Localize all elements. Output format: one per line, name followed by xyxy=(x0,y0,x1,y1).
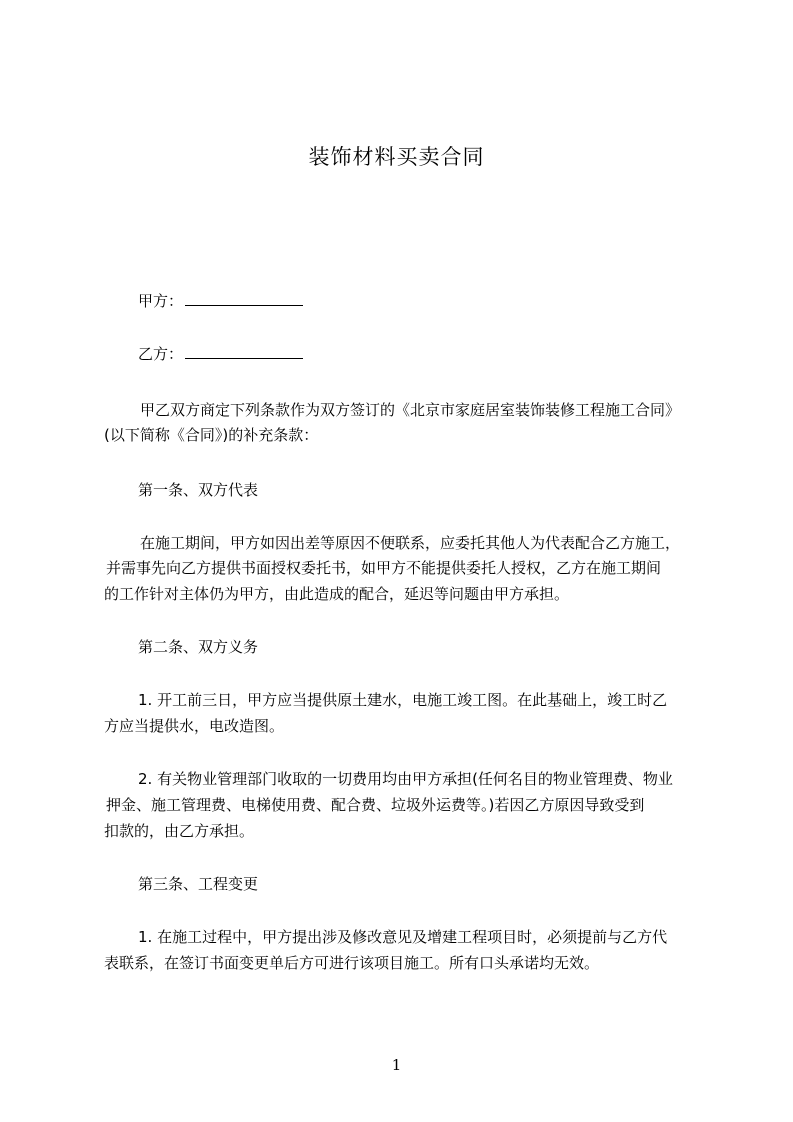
intro-line-1: 甲乙双方商定下列条款作为双方签订的《北京市家庭居室装饰装修工程施工合同》 xyxy=(140,401,681,419)
article1-line-3: 的工作针对主体仍为甲方，由此造成的配合，延迟等问题由甲方承担。 xyxy=(104,585,570,603)
article2-item2-line-1: 2. 有关物业管理部门收取的一切费用均由甲方承担(任何名目的物业管理费、物业 xyxy=(138,770,673,788)
article2-item1-line-2: 方应当提供水，电改造图。 xyxy=(104,717,285,735)
article2-heading: 第二条、双方义务 xyxy=(138,638,259,656)
article1-heading: 第一条、双方代表 xyxy=(138,481,259,499)
party-b-line xyxy=(138,343,303,365)
article3-item1-line-1: 1. 在施工过程中，甲方提出涉及修改意见及增建工程项目时，必须提前与乙方代 xyxy=(138,928,668,946)
intro-line-2: (以下简称《合同》)的补充条款： xyxy=(104,426,319,444)
party-a-blank xyxy=(185,291,303,306)
article2-item2-line-2: 押金、施工管理费、电梯使用费、配合费、垃圾外运费等。)若因乙方原因导致受到 xyxy=(106,796,645,814)
party-a-line xyxy=(138,290,303,312)
article2-item2-line-3: 扣款的，由乙方承担。 xyxy=(104,822,255,840)
article1-line-2: 并需事先向乙方提供书面授权委托书，如甲方不能提供委托人授权，乙方在施工期间 xyxy=(106,559,662,577)
party-b-blank xyxy=(185,344,303,359)
article1-line-1: 在施工期间，甲方如因出差等原因不便联系，应委托其他人为代表配合乙方施工， xyxy=(140,534,681,552)
article2-item1-line-1: 1. 开工前三日，甲方应当提供原土建水，电施工竣工图。在此基础上，竣工时乙 xyxy=(138,691,668,709)
party-a-label: 甲方： xyxy=(138,292,184,310)
page-number: 1 xyxy=(391,1056,402,1074)
article3-item1-line-2: 表联系，在签订书面变更单后方可进行该项目施工。所有口头承诺均无效。 xyxy=(104,954,600,972)
party-b-label: 乙方： xyxy=(138,345,184,363)
document-title: 装饰材料买卖合同 xyxy=(308,145,485,169)
article3-heading: 第三条、工程变更 xyxy=(138,875,259,893)
